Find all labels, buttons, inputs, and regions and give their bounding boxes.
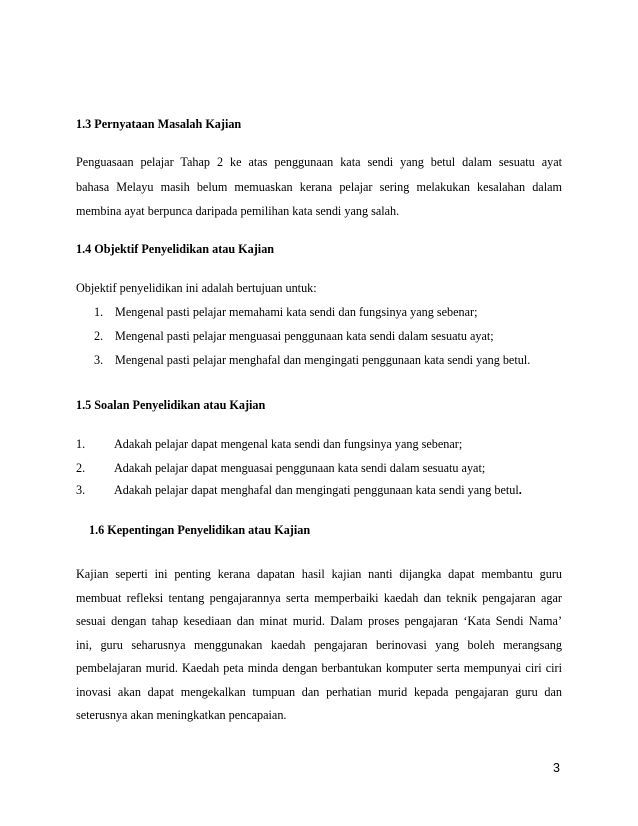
- paragraph-line: Penguasaan pelajar Tahap 2 ke atas penggunaan kata sendi yang betul dalam sesuatu ayat: [76, 155, 562, 169]
- paragraph-line: Kajian seperti ini penting kerana dapatan hasil kajian nanti dijangka dapat membantu guru: [76, 567, 562, 581]
- paragraph-line: sesuai dengan tahap kesediaan dan minat murid. Dalam proses pengajaran ‘Kata Sendi Nama’: [76, 614, 562, 628]
- question-item: Adakah pelajar dapat menguasai penggunaan kata sendi dalam sesuatu ayat;: [114, 461, 486, 475]
- objective-intro: Objektif penyelidikan ini adalah bertujuan untuk:: [76, 281, 317, 295]
- objective-number: 2.: [94, 329, 104, 343]
- section-heading-1-3: 1.3 Pernyataan Masalah Kajian: [76, 117, 242, 131]
- section-heading-1-6: 1.6 Kepentingan Penyelidikan atau Kajian: [89, 523, 311, 537]
- section-heading-1-5: 1.5 Soalan Penyelidikan atau Kajian: [76, 398, 266, 412]
- objective-item: Mengenal pasti pelajar menguasai penggunaan kata sendi dalam sesuatu ayat;: [115, 329, 494, 343]
- paragraph-line: bahasa Melayu masih belum memuaskan kerana pelajar sering melakukan kesalahan dalam: [76, 180, 562, 194]
- paragraph-line: membina ayat berpunca daripada pemilihan kata sendi yang salah.: [76, 204, 400, 218]
- question-item-end-mark: .: [518, 483, 522, 497]
- section-heading-1-4: 1.4 Objektif Penyelidikan atau Kajian: [76, 242, 275, 256]
- objective-item: Mengenal pasti pelajar memahami kata sendi dan fungsinya yang sebenar;: [115, 305, 478, 319]
- paragraph-line: membuat refleksi tentang pengajarannya serta memperbaiki kaedah dan teknik pengajaran agar: [76, 591, 562, 605]
- paragraph-line: inovasi akan dapat mengekalkan tumpuan dan perhatian murid kepada pengajaran guru dan: [76, 685, 562, 699]
- objective-item: Mengenal pasti pelajar menghafal dan mengingati penggunaan kata sendi yang betul.: [115, 353, 531, 367]
- question-item: [114, 482, 522, 498]
- paragraph-line: pembelajaran murid. Kaedah peta minda dengan berbantukan komputer serta mempunyai ciri ciri: [76, 661, 562, 675]
- paragraph-line: ini, guru seharusnya menggunakan kaedah pengajaran berinovasi yang boleh merangsang: [76, 638, 562, 652]
- paragraph-line: seterusnya akan meningkatkan pencapaian.: [76, 708, 287, 722]
- objective-number: 3.: [94, 353, 104, 367]
- question-item-text: Adakah pelajar dapat menghafal dan mengingati penggunaan kata sendi yang betul: [114, 483, 519, 497]
- question-number: 1.: [76, 437, 86, 451]
- page-number: 3: [553, 761, 560, 775]
- question-number: 3.: [76, 483, 86, 497]
- objective-number: 1.: [94, 305, 104, 319]
- question-item: Adakah pelajar dapat mengenal kata sendi dan fungsinya yang sebenar;: [114, 437, 463, 451]
- question-number: 2.: [76, 461, 86, 475]
